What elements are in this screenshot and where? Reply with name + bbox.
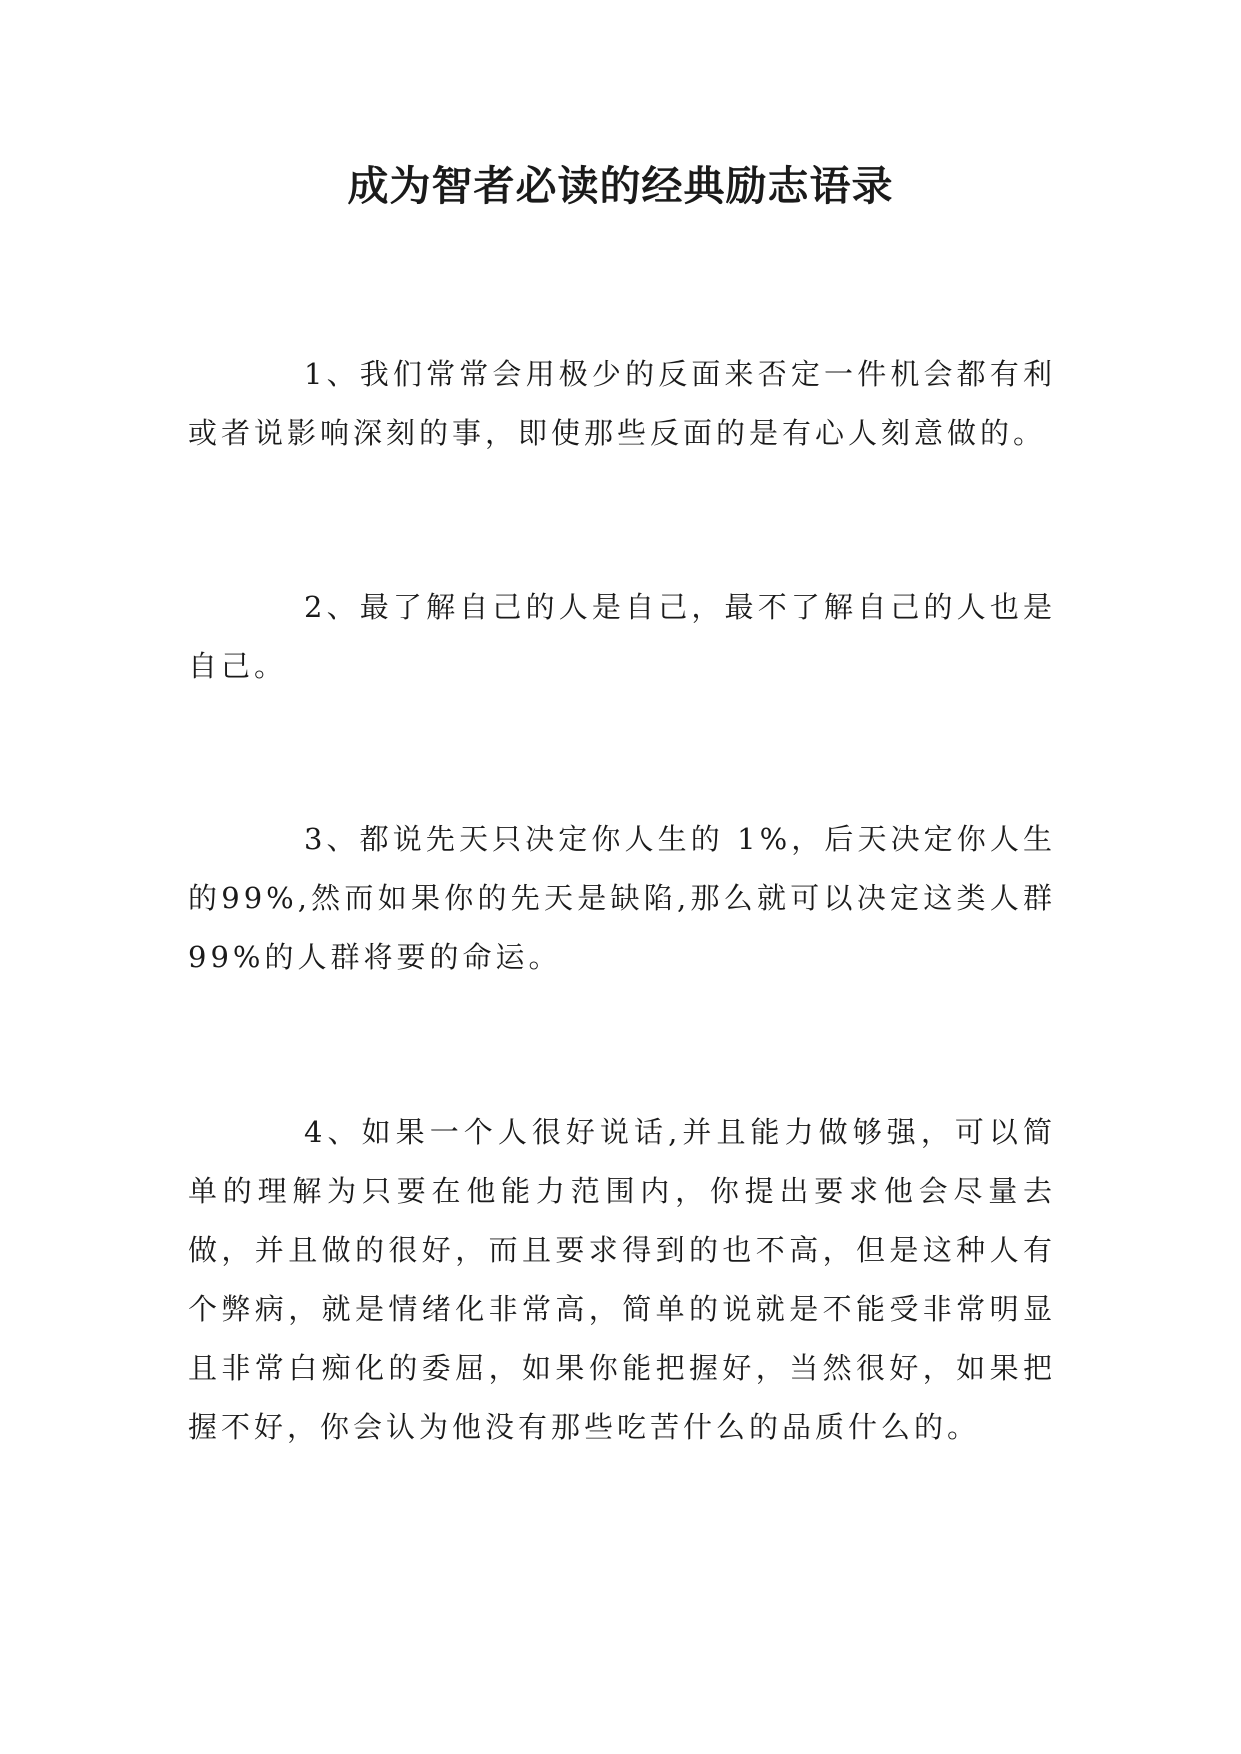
document-title: 成为智者必读的经典励志语录 [347, 162, 894, 210]
quote-paragraph-4: 4、如果一个人很好说话,并且能力做够强，可以简单的理解为只要在他能力范围内，你提出要求他会尽量去做，并且做的很好，而且要求得到的也不高，但是这种人有个弊病，就是情绪化非常高，简单的说就是不能受非常明显且非常白痴化的委屈，如果你能把握好，当然很好，如果把握不好，你会认为他没有那些吃苦什么的品质什么的。 [188, 1115, 1056, 1444]
quote-paragraph-3: 3、都说先天只决定你人生的 1%，后天决定你人生的99%,然而如果你的先天是缺陷,那么就可以决定这类人群99%的人群将要的命运。 [188, 822, 1056, 974]
quote-paragraph-2: 2、最了解自己的人是自己，最不了解自己的人也是自己。 [188, 590, 1056, 683]
quote-paragraph-1: 1、我们常常会用极少的反面来否定一件机会都有利或者说影响深刻的事，即使那些反面的是有心人刻意做的。 [188, 357, 1056, 450]
